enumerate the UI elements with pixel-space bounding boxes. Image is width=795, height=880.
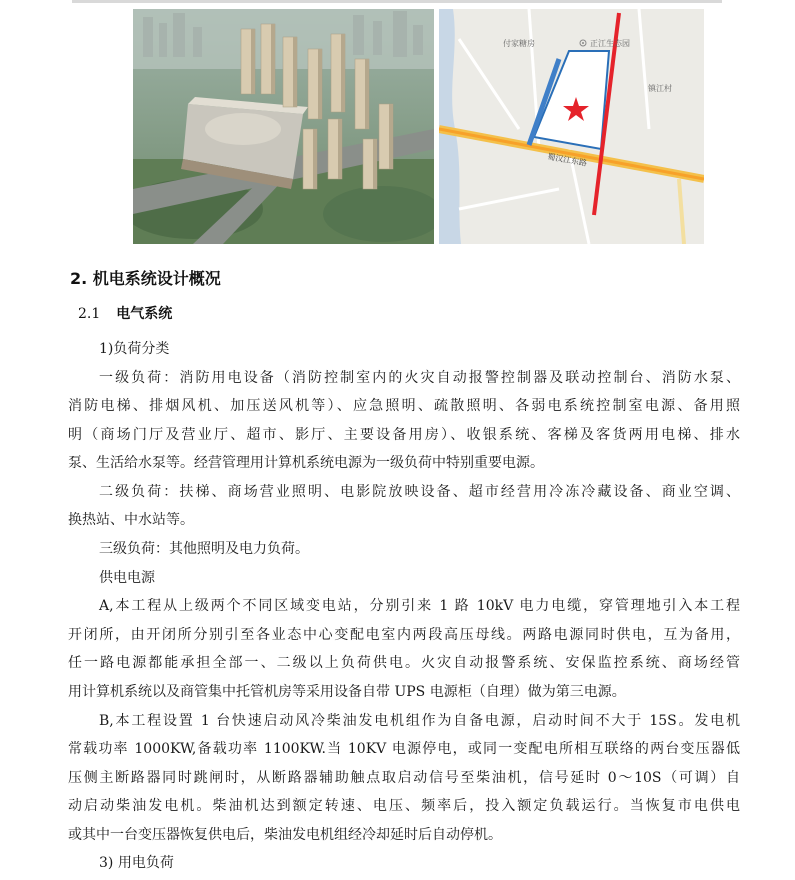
aerial-rendering-image (133, 9, 434, 244)
section-heading: 2. 机电系统设计概况 (70, 269, 221, 288)
map-label-village-east: 镇江村 (648, 84, 672, 93)
load-classification-heading: 1)负荷分类 (99, 341, 170, 357)
body-line: 动启动柴油发电机。柴油机达到额定转速、电压、频率后，投入额定负载运行。当恢复市电供电 (68, 798, 740, 814)
body-line: 明（商场门厅及营业厅、超市、影厅、主要设备用房）、收银系统、客梯及客货两用电梯、排水 (68, 427, 740, 443)
subsection-number: 2.1 (78, 306, 101, 322)
power-supply-heading: 供电电源 (99, 570, 155, 586)
body-line: 三级负荷：其他照明及电力负荷。 (99, 541, 309, 557)
page-top-rule (72, 0, 722, 3)
body-line: 或其中一台变压器恢复供电后，柴油发电机组经冷却延时后自动停机。 (68, 827, 502, 843)
body-line: B,本工程设置 1 台快速启动风冷柴油发电机组作为自备电源，启动时间不大于 15S。发电机 (99, 713, 740, 729)
body-line: 泵、生活给水泵等。经营管理用计算机系统电源为一级负荷中特别重要电源。 (68, 455, 544, 471)
map-label-village-west: 付家糖房 (503, 39, 535, 48)
body-line: 压侧主断路器同时跳闸时，从断路器辅助触点取启动信号至柴油机，信号延时 0～10S（可调）自 (68, 770, 740, 786)
power-load-heading: 3) 用电负荷 (99, 855, 174, 871)
body-line: 常载功率 1000KW,备载功率 1100KW.当 10KV 电源停电，或同一变配电所相互联络的两台变压器低 (68, 741, 740, 757)
subsection-heading (78, 303, 172, 323)
location-map (439, 9, 704, 244)
map-label-park: 正江生态园 (590, 39, 630, 48)
subsection-title: 电气系统 (116, 306, 173, 322)
body-line: 一级负荷：消防用电设备（消防控制室内的火灾自动报警控制器及联动控制台、消防水泵、 (99, 370, 740, 386)
body-line: 二级负荷：扶梯、商场营业照明、电影院放映设备、超市经营用冷冻冷藏设备、商业空调、 (99, 484, 740, 500)
body-line: A,本工程从上级两个不同区域变电站，分别引来 1 路 10kV 电力电缆，穿管理地引入本工程 (99, 598, 740, 614)
map-label-road: 蜀汉江东路 (546, 152, 588, 168)
body-line: 用计算机系统以及商管集中托管机房等采用设备自带 UPS 电源柜（自理）做为第三电源。 (68, 684, 626, 700)
body-line: 开闭所，由开闭所分别引至各业态中心变配电室内两段高压母线。两路电源同时供电，互为备用， (68, 627, 740, 643)
body-line: 任一路电源都能承担全部一、二级以上负荷供电。火灾自动报警系统、安保监控系统、商场经管 (68, 655, 740, 671)
body-line: 消防电梯、排烟风机、加压送风机等）、应急照明、疏散照明、各弱电系统控制室电源、备用照 (68, 398, 740, 414)
body-line: 换热站、中水站等。 (68, 512, 194, 528)
